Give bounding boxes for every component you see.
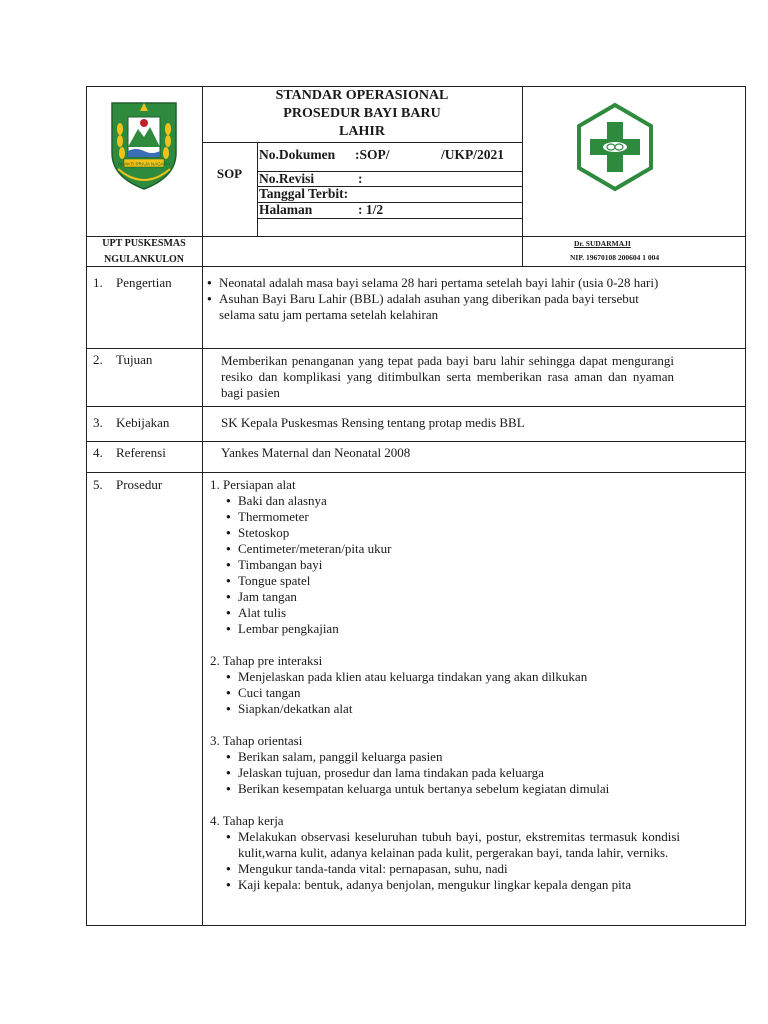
revision-value: : bbox=[358, 171, 363, 186]
puskesmas-logo bbox=[570, 102, 660, 192]
list-item: ● Melakukan observasi keseluruhan tubuh bayi, postur, ekstremitas termasuk kondisi kulit,warna kulit, adanya kelainan pada kulit, pergerakan bayi, tanda lahir, verniks. bbox=[226, 829, 680, 861]
org-name-line-2: NGULANKULON bbox=[103, 254, 184, 265]
document-title-line-2: PROSEDUR BAYI BARU bbox=[283, 106, 441, 121]
health-cross-icon bbox=[570, 102, 660, 192]
row-number-4: 4. bbox=[93, 445, 103, 460]
page-label: Halaman bbox=[259, 202, 313, 217]
svg-text:BHAKTI PRAJA NAGARA: BHAKTI PRAJA NAGARA bbox=[117, 161, 171, 167]
definition-list bbox=[207, 275, 677, 323]
procedure-section-title: 4. Tahap kerja bbox=[210, 813, 284, 828]
row-label-tujuan: Tujuan bbox=[116, 352, 153, 367]
row-number-5: 5. bbox=[93, 477, 103, 492]
procedure-section-title: 2. Tahap pre interaksi bbox=[210, 653, 323, 668]
document-title-line-3: LAHIR bbox=[339, 124, 385, 139]
row-number-3: 3. bbox=[93, 415, 103, 430]
list-item: ● Jelaskan tujuan, prosedur dan lama tindakan pada keluarga bbox=[226, 765, 680, 781]
list-item: ● Menjelaskan pada klien atau keluarga tindakan yang akan dilkukan bbox=[226, 669, 680, 685]
list-item: ● Alat tulis bbox=[226, 605, 680, 621]
list-item: ● Lembar pengkajian bbox=[226, 621, 680, 637]
revision-label: No.Revisi bbox=[259, 171, 315, 186]
list-item: ● Baki dan alasnya bbox=[226, 493, 680, 509]
document-title-line-1: STANDAR OPERASIONAL bbox=[275, 88, 449, 103]
row-label-prosedur: Prosedur bbox=[116, 477, 163, 492]
org-name-line-1: UPT PUSKESMAS bbox=[102, 238, 186, 249]
regional-emblem-icon bbox=[104, 99, 184, 191]
row-label-kebijakan: Kebijakan bbox=[116, 415, 170, 430]
doc-number-value: :SOP/ bbox=[355, 147, 390, 162]
procedure-section-title: 3. Tahap orientasi bbox=[210, 733, 303, 748]
procedure-section-list bbox=[226, 669, 680, 717]
list-item: ● Thermometer bbox=[226, 509, 680, 525]
list-item: ● Centimeter/meteran/pita ukur bbox=[226, 541, 680, 557]
list-item: ● Neonatal adalah masa bayi selama 28 hari pertama setelah bayi lahir (usia 0-28 hari) bbox=[207, 275, 677, 291]
purpose-text: Memberikan penanganan yang tepat pada bayi baru lahir sehingga dapat mengurangi resiko dan komplikasi yang ditimbulkan serta memberikan rasa aman dan nyaman bagi pasien bbox=[221, 353, 674, 400]
list-item: ● Jam tangan bbox=[226, 589, 680, 605]
issue-date-label: Tanggal Terbit: bbox=[259, 186, 349, 201]
procedure-section-list bbox=[226, 749, 680, 797]
list-item: ● Berikan salam, panggil keluarga pasien bbox=[226, 749, 680, 765]
sop-label: SOP bbox=[216, 166, 243, 181]
page-value: : 1/2 bbox=[358, 202, 384, 217]
list-item: ● Stetoskop bbox=[226, 525, 680, 541]
list-item: ● Siapkan/dekatkan alat bbox=[226, 701, 680, 717]
procedure-section-list bbox=[226, 829, 680, 893]
signer-nip: NIP. 19670108 200604 1 004 bbox=[570, 253, 660, 262]
list-item: ● Cuci tangan bbox=[226, 685, 680, 701]
row-label-pengertian: Pengertian bbox=[116, 275, 172, 290]
row-number-1: 1. bbox=[93, 275, 103, 290]
doc-number-suffix: /UKP/2021 bbox=[441, 147, 504, 162]
regional-logo bbox=[104, 99, 184, 191]
list-item: ● Berikan kesempatan keluarga untuk bertanya sebelum kegiatan dimulai bbox=[226, 781, 680, 797]
list-item: ● Mengukur tanda-tanda vital: pernapasan, suhu, nadi bbox=[226, 861, 680, 877]
doc-number-label: No.Dokumen bbox=[259, 147, 336, 162]
policy-text: SK Kepala Puskesmas Rensing tentang protap medis BBL bbox=[221, 415, 525, 430]
row-label-referensi: Referensi bbox=[116, 445, 166, 460]
procedure-content bbox=[210, 477, 680, 893]
list-item: ● Tongue spatel bbox=[226, 573, 680, 589]
row-number-2: 2. bbox=[93, 352, 103, 367]
signer-name: Dr. SUDARMAJI bbox=[574, 239, 631, 248]
procedure-section-list bbox=[226, 493, 680, 637]
list-item: ● Kaji kepala: bentuk, adanya benjolan, mengukur lingkar kepala dengan pita bbox=[226, 877, 680, 893]
list-item: ● Asuhan Bayi Baru Lahir (BBL) adalah asuhan yang diberikan pada bayi tersebut selama satu jam pertama setelah kelahiran bbox=[207, 291, 677, 323]
reference-text: Yankes Maternal dan Neonatal 2008 bbox=[221, 445, 411, 460]
procedure-section-title: 1. Persiapan alat bbox=[210, 477, 296, 492]
list-item: ● Timbangan bayi bbox=[226, 557, 680, 573]
